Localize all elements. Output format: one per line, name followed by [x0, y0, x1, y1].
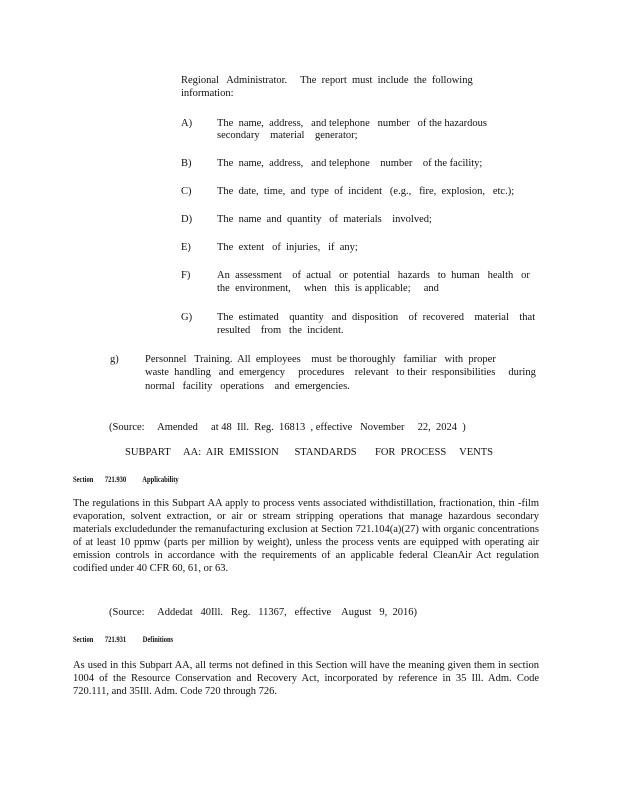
item-d-label: D) [181, 214, 193, 225]
item-e-line-1: The extent of injuries, if any; [217, 242, 358, 253]
section-721-930-heading: Section 721.930 Applicability [73, 475, 179, 484]
item-g-label: G) [181, 312, 193, 323]
source-note-amended: (Source: Amended at 48 Ill. Reg. 16813 , effective November 22, 2024 ) [109, 422, 466, 433]
intro-line-2: information: [181, 88, 234, 99]
item-c-line-1: The date, time, and type of incident (e.g., fire, explosion, etc.); [217, 186, 515, 197]
item-a-label: A) [181, 118, 193, 129]
subpart-title: SUBPART AA: AIR EMISSION STANDARDS FOR PROCESS VENTS [125, 447, 493, 458]
item-g-line-1: The estimated quantity and disposition of recovered material that [217, 312, 536, 323]
item-lower-g-line-3: normal facility operations and emergencies. [145, 381, 350, 392]
item-lower-g-label: g) [110, 354, 119, 365]
item-c-label: C) [181, 186, 192, 197]
item-f-line-2: the environment, when this is applicable; and [217, 283, 439, 294]
item-b-label: B) [181, 158, 192, 169]
item-a-line-2: secondary material generator; [217, 130, 358, 141]
section-721-931-text: As used in this Subpart AA, all terms not defined in this Section will have the meaning given them in section 1004 of the Resource Conservation and Recovery Act, incorporated by reference in 35 Ill. Adm. Code 720.111, and 35Ill. Adm. Code 720 through 726. [73, 660, 539, 697]
item-e-label: E) [181, 242, 191, 253]
item-d-line-1: The name and quantity of materials involved; [217, 214, 432, 225]
item-b-line-1: The name, address, and telephone number of the facility; [217, 158, 483, 169]
item-a-line-1: The name, address, and telephone number of the hazardous [217, 118, 487, 129]
item-g-line-2: resulted from the incident. [217, 325, 344, 336]
section-721-931-heading: Section 721.931 Definitions [73, 635, 174, 644]
source-note-added: (Source: Addedat 40Ill. Reg. 11367, effective August 9, 2016) [109, 607, 417, 618]
item-lower-g-line-1: Personnel Training. All employees must be thoroughly familiar with proper [145, 354, 496, 365]
item-lower-g-line-2: waste handling and emergency procedures relevant to their responsibilities during [145, 367, 536, 378]
intro-line-1: Regional Administrator. The report must include the following [181, 75, 473, 86]
item-f-label: F) [181, 270, 191, 281]
section-721-930-text: The regulations in this Subpart AA apply to process vents associated withdistillation, fractionation, thin -film evaporation, solvent extraction, or air or stream stripping operations that manage hazardous secondary materials excludedunder the remanufacturing exclusion at Section 721.104(a)(27) with organic concentrations of at least 10 ppmw (parts per million by weight), unless the process vents are equipped with operating air emission controls in accordance with the requirements of an applicable federal CleanAir Act regulation codified under 40 CFR 60, 61, or 63. [73, 498, 539, 574]
item-f-line-1: An assessment of actual or potential hazards to human health or [217, 270, 530, 281]
